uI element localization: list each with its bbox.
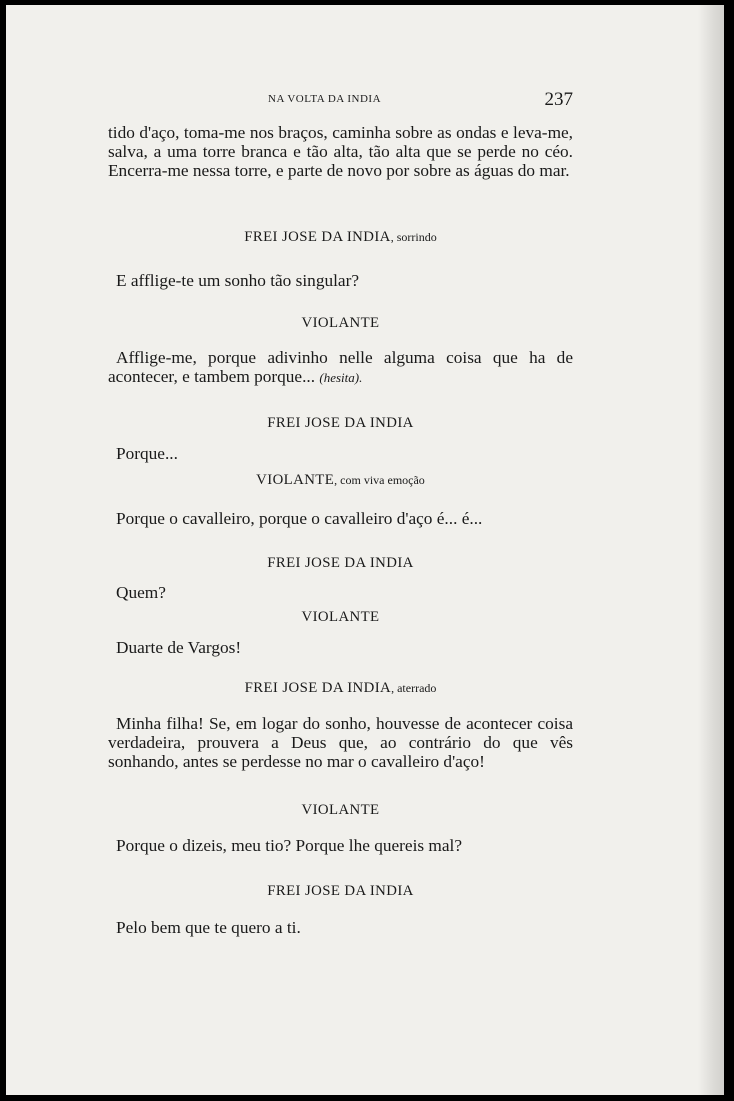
dialogue-paragraph — [108, 348, 573, 387]
book-page — [6, 5, 724, 1095]
stage-direction: , sorrindo — [390, 230, 437, 244]
dialogue-text: Afflige-me, porque adivinho nelle alguma coisa que ha de acontecer, e tambem porque... — [108, 348, 573, 386]
dialogue-paragraph: Porque o dizeis, meu tio? Porque lhe quereis mal? — [116, 836, 463, 855]
dialogue-paragraph: tido d'aço, toma-me nos braços, caminha sobre as ondas e leva-me, salva, a uma torre branca e tão alta, tão alta que se perde no céo. Encerra-me nessa torre, e parte de novo por sobre as águas do mar. — [108, 123, 573, 180]
page-edge-shadow — [698, 5, 724, 1095]
speaker-heading: FREI JOSE DA INDIA — [267, 883, 414, 899]
speaker-heading — [108, 680, 573, 697]
dialogue-paragraph: Porque... — [116, 444, 178, 463]
dialogue-paragraph: Quem? — [116, 583, 166, 602]
speaker-name: VIOLANTE — [256, 472, 335, 488]
dialogue-paragraph: Duarte de Vargos! — [116, 638, 242, 657]
speaker-heading: VIOLANTE — [301, 609, 380, 625]
speaker-name: FREI JOSE DA INDIA — [244, 680, 392, 696]
dialogue-paragraph: Porque o cavalleiro, porque o cavalleiro d'aço é... é... — [116, 509, 483, 528]
speaker-heading: FREI JOSE DA INDIA — [267, 415, 414, 431]
speaker-name: FREI JOSE DA INDIA — [244, 229, 391, 245]
speaker-heading — [108, 472, 573, 489]
speaker-heading: FREI JOSE DA INDIA — [267, 555, 414, 571]
running-title: NA VOLTA DA INDIA — [268, 93, 382, 105]
speaker-heading: VIOLANTE — [301, 315, 380, 331]
speaker-heading: VIOLANTE — [301, 802, 380, 818]
stage-direction: (hesita). — [319, 370, 363, 385]
running-head — [108, 91, 573, 111]
stage-direction: , com viva emoção — [334, 473, 425, 487]
speaker-heading — [108, 229, 573, 246]
dialogue-paragraph: E afflige-te um sonho tão singular? — [116, 271, 359, 290]
dialogue-paragraph: Pelo bem que te quero a ti. — [116, 918, 301, 937]
stage-direction: , aterrado — [391, 681, 437, 695]
dialogue-paragraph: Minha filha! Se, em logar do sonho, houvesse de acontecer coisa verdadeira, prouvera a Deus que, ao contrário do que vês sonhando, antes se perdesse no mar o cavalleiro d'aço! — [108, 714, 573, 771]
page-number: 237 — [544, 89, 573, 110]
